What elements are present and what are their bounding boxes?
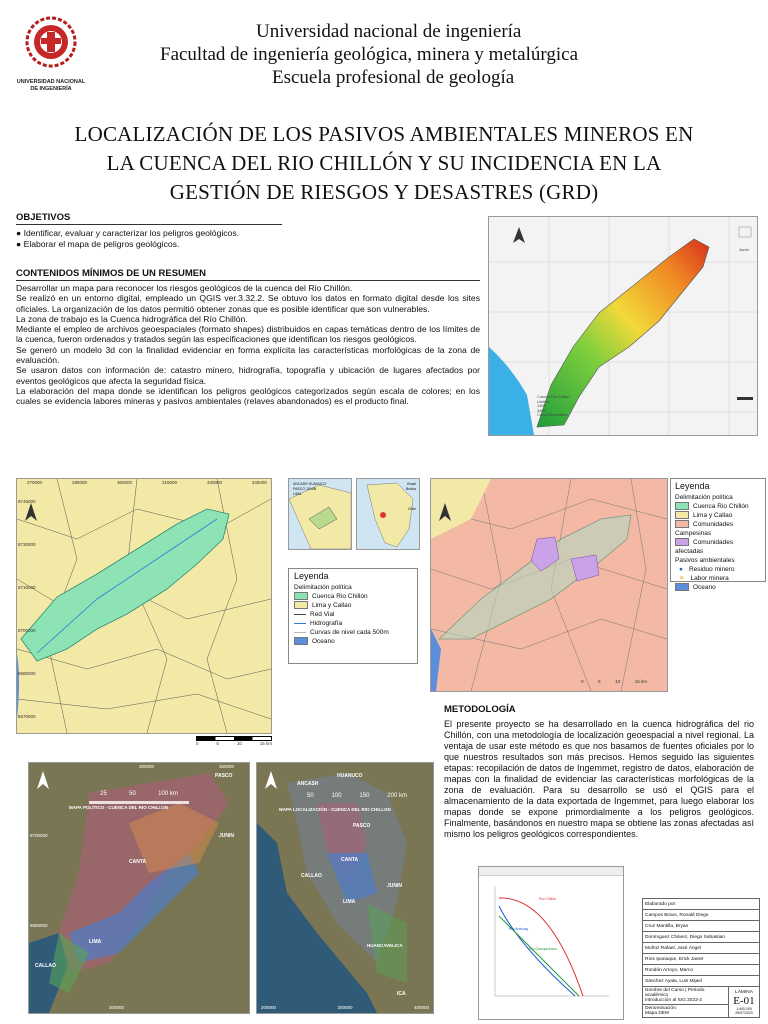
hydro-map-legend [288,568,418,664]
place-label: JUNIN [219,833,235,839]
title-line-1: LOCALIZACIÓN DE LOS PASIVOS AMBIENTALES MINEROS EN [74,122,694,146]
author-name: Muñoz Rafael, José Ángel [643,943,760,954]
objetivos-section [16,212,282,250]
place-label: LIMA [343,899,356,905]
inset-region-map [288,478,352,550]
resumen-paragraph: Se realizó en un entorno digital, empleado un QGIS ver.3.32.2. Se obtuvo los datos en formato digital desde los sites oficiales. La organización de los datos permitió obtener zonas que es posible identificar que son vulnerables. [16,293,480,314]
place-label: PASCO [353,823,371,829]
political-sat-map [28,762,250,1014]
inset-country-map [356,478,420,550]
sat1-tick: 350000 [219,764,235,769]
legend-item: Cuenca Rio Chillón [675,502,761,511]
hydro-map [16,478,272,734]
resumen-section [16,268,480,407]
resumen-paragraph: La elaboración del mapa donde se identifican los peligros geológicos categorizados según escala de colores; en los cuales se evidencia labores mineras y pasivos ambientales (relaves abandonados) es el producto final. [16,385,480,407]
place-label: CANTA [129,859,147,865]
communities-map [430,478,668,692]
resumen-paragraph: Se usaron datos con información de: catastro minero, hidrografía, topografía y ubicación de lugares afectados por eventos geológicos que afecta la seguridad física. [16,365,480,386]
logo-text: UNIVERSIDAD NACIONAL DE INGENIERÍA [16,79,86,92]
legend-item: Hidrografía [294,619,412,628]
legend-title: Leyenda [675,481,710,491]
author-name: Ríos Ipanaque, Erick Javier [643,954,760,965]
communities-map-graphic [431,479,667,691]
resumen-paragraph: Desarrollar un mapa para reconocer los riesgos geológicos de la cuenca del Rio Chillón. [16,283,353,293]
denominacion-cell: Denominación: Mapa DEM [643,1005,729,1018]
profile-label: Río Arahuay [509,927,529,931]
place-label: HUANCAVELICA [367,943,403,948]
map2-scale: 0 5 10 15 km [581,679,647,684]
course-cell: Nombre del Curso | Periodo académico Introducción al SIG 2023-2 [643,987,729,1005]
objetivo-item: ● Elaborar el mapa de peligros geológicos. [16,239,180,249]
place-label: CALLAO [35,963,56,969]
map1-x-ticks: 270000 285000 300000 315000 330000 345000 [27,480,267,485]
location-map-title: MAPA LOCALIZACIÓN - CUENCA DEL RIO CHILLON [279,807,391,812]
title-block-table [642,898,760,1018]
place-label: HUANUCO [337,773,363,779]
location-map-scale: 50 100 150 200 km [307,793,407,799]
relief-legend: Cuenca Rio Chillón Límites 1400 3400 Curva Secundaria [537,395,570,418]
hydro-map-graphic [17,479,271,733]
location-sat-map [256,762,434,1014]
ocean [489,347,534,435]
lamina-code: E-01 [733,994,755,1007]
sat1-tick: 300000 [109,1005,125,1010]
legend-title: Leyenda [294,571,329,581]
place-label: CALLAO [301,873,322,879]
university-name: Universidad nacional de ingeniería [256,21,522,42]
sat1-tick: 8700000 [30,833,48,838]
resumen-paragraph: La zona de trabajo es la Cuenca hidrográfica del Río Chillón. [16,313,248,324]
faculty-name: Facultad de ingeniería geológica, minera y metalúrgica [160,44,579,65]
legend-item: Curvas de nivel cada 500m [294,628,412,637]
author-name: Domínguez Chávez, Diego Sebastian [643,932,760,943]
sat1-tick: 300000 [139,764,155,769]
relief-map [488,216,758,436]
map1-y-ticks: 8745000 8730000 8715000 8700000 8685000 8670000 [18,499,36,719]
place-label: ANCASH [297,781,319,787]
profile-chart-window [478,866,624,1020]
relief-map-graphic [489,217,757,435]
place-label: LIMA [89,939,102,945]
political-map-scale: 25 50 100 km [100,791,178,797]
legend-item: ● Residuo minero [679,566,735,573]
relief-label: Junín [739,247,749,252]
author-name: Campos Bravo, Ronald Diego [643,910,760,921]
author-name: Rondón Arroyo, Marco [643,965,760,976]
legend-group: Pasivos ambientales [675,557,735,564]
metodologia-section [444,704,754,840]
objetivo-item: ● Identificar, evaluar y caracterizar los peligros geológicos. [16,228,240,238]
resumen-paragraph: Mediante el empleo de archivos geoespaciales (formato shapes) distribuidos en capas temáticas dentro de los límites de la cuenca, fueron ordenados y tratados según las especificaciones que identifican los riesgos geológicos. [16,324,480,345]
profile-series-arahuay [499,906,575,996]
resumen-body [16,283,480,407]
place-label: ICA [397,991,406,997]
place-label: PASCO [215,773,233,779]
legend-item: Oceano [294,637,412,646]
profile-label: Río Quisquichaca [529,947,557,951]
resumen-paragraph: Se generó un modelo 3d con la finalidad evidenciar en forma explícita las características morfológicas de la zona de evaluación. [16,344,480,366]
author-name: Sánchez Ayala, Luis Mijael [643,976,760,987]
objetivos-heading: OBJETIVOS [16,212,282,225]
profile-label: Río Chillón [539,897,557,901]
uni-emblem-icon [16,14,86,74]
north-arrow-icon [513,227,525,243]
resumen-heading: CONTENIDOS MÍNIMOS DE UN RESUMEN [16,268,480,281]
place-label: CANTA [341,857,359,863]
inset-region-labels: ANCASH HUANUCO PASCO JUNIN LIMA [293,482,327,496]
legend-item: Oceano [675,583,761,592]
author-name: Cruz Mantilla, Bryan [643,921,760,932]
legend-item: Comunidades afectadas [675,539,734,555]
legend-item: Red Vial [294,610,412,619]
legend-group: Delimitación política [675,494,733,501]
sat1-tick: 8650000 [30,923,48,928]
title-block [642,898,760,1018]
place-label: JUNIN [387,883,403,889]
legend-item: Cuenca Rio Chillón [294,592,412,601]
metodologia-heading: METODOLOGÍA [444,704,516,715]
legend-item: ✕ Labor minera [679,575,729,582]
inset-country-labels: Brasil Bolivia Chile [405,482,416,511]
title-line-2: LA CUENCA DEL RIO CHILLÓN Y SU INCIDENCIA EN LA [106,151,662,175]
legend-group: Delimitación política [294,584,352,591]
political-map-title: MAPA POLÍTICO - CUENCA DEL RIO CHILLON [69,805,168,810]
location-map-x-ticks: 200000 300000 400000 [261,1005,429,1010]
institution-header [160,20,760,89]
title-line-3: GESTIÓN DE RIESGOS Y DESASTRES (GRD) [169,180,599,204]
university-logo [16,14,86,99]
metodologia-body: El presente proyecto se ha desarrollado en la cuenca hidrográfica del rio Chillón, con una metodología de localización geoespacial a nivel regional. La ventaja de usar este método es que nos basamos de fuentes oficiales por lo que nuestros resultados son más precisos. Hemos seguido las siguientes etapas: recopilación de datos de Ingemmet, registro de datos, elaboración de mapas con la finalidad de evidenciar las características morfológicas de la zona de evaluación. Para su desarrollo se usó el QGIS para el almacenamiento de la data exportada de Ingemmet, para luego elaborar los mapas donde se expone primordialmente a los peligros geológicos. Finalmente, basándonos en nuestro mapa se obtiene las zonas afectadas así mismo los peligros geológicos correspondientes. [444,719,754,839]
communities-map-legend [670,478,766,591]
map1-scale: 0 5 10 15 km [196,736,272,746]
legend-item: Comunidades Campesinas [675,521,734,537]
legend-item: Lima y Callao [294,601,412,610]
elaborado-label: Elaborado por: [643,899,760,910]
legend-item: Lima y Callao [675,511,761,520]
school-name: Escuela profesional de geología [272,67,515,88]
lamina-cell: LÁMINA E-01 1:400,000 25/07/2023 [729,987,760,1018]
window-titlebar [479,867,623,876]
poster-title [20,120,748,207]
